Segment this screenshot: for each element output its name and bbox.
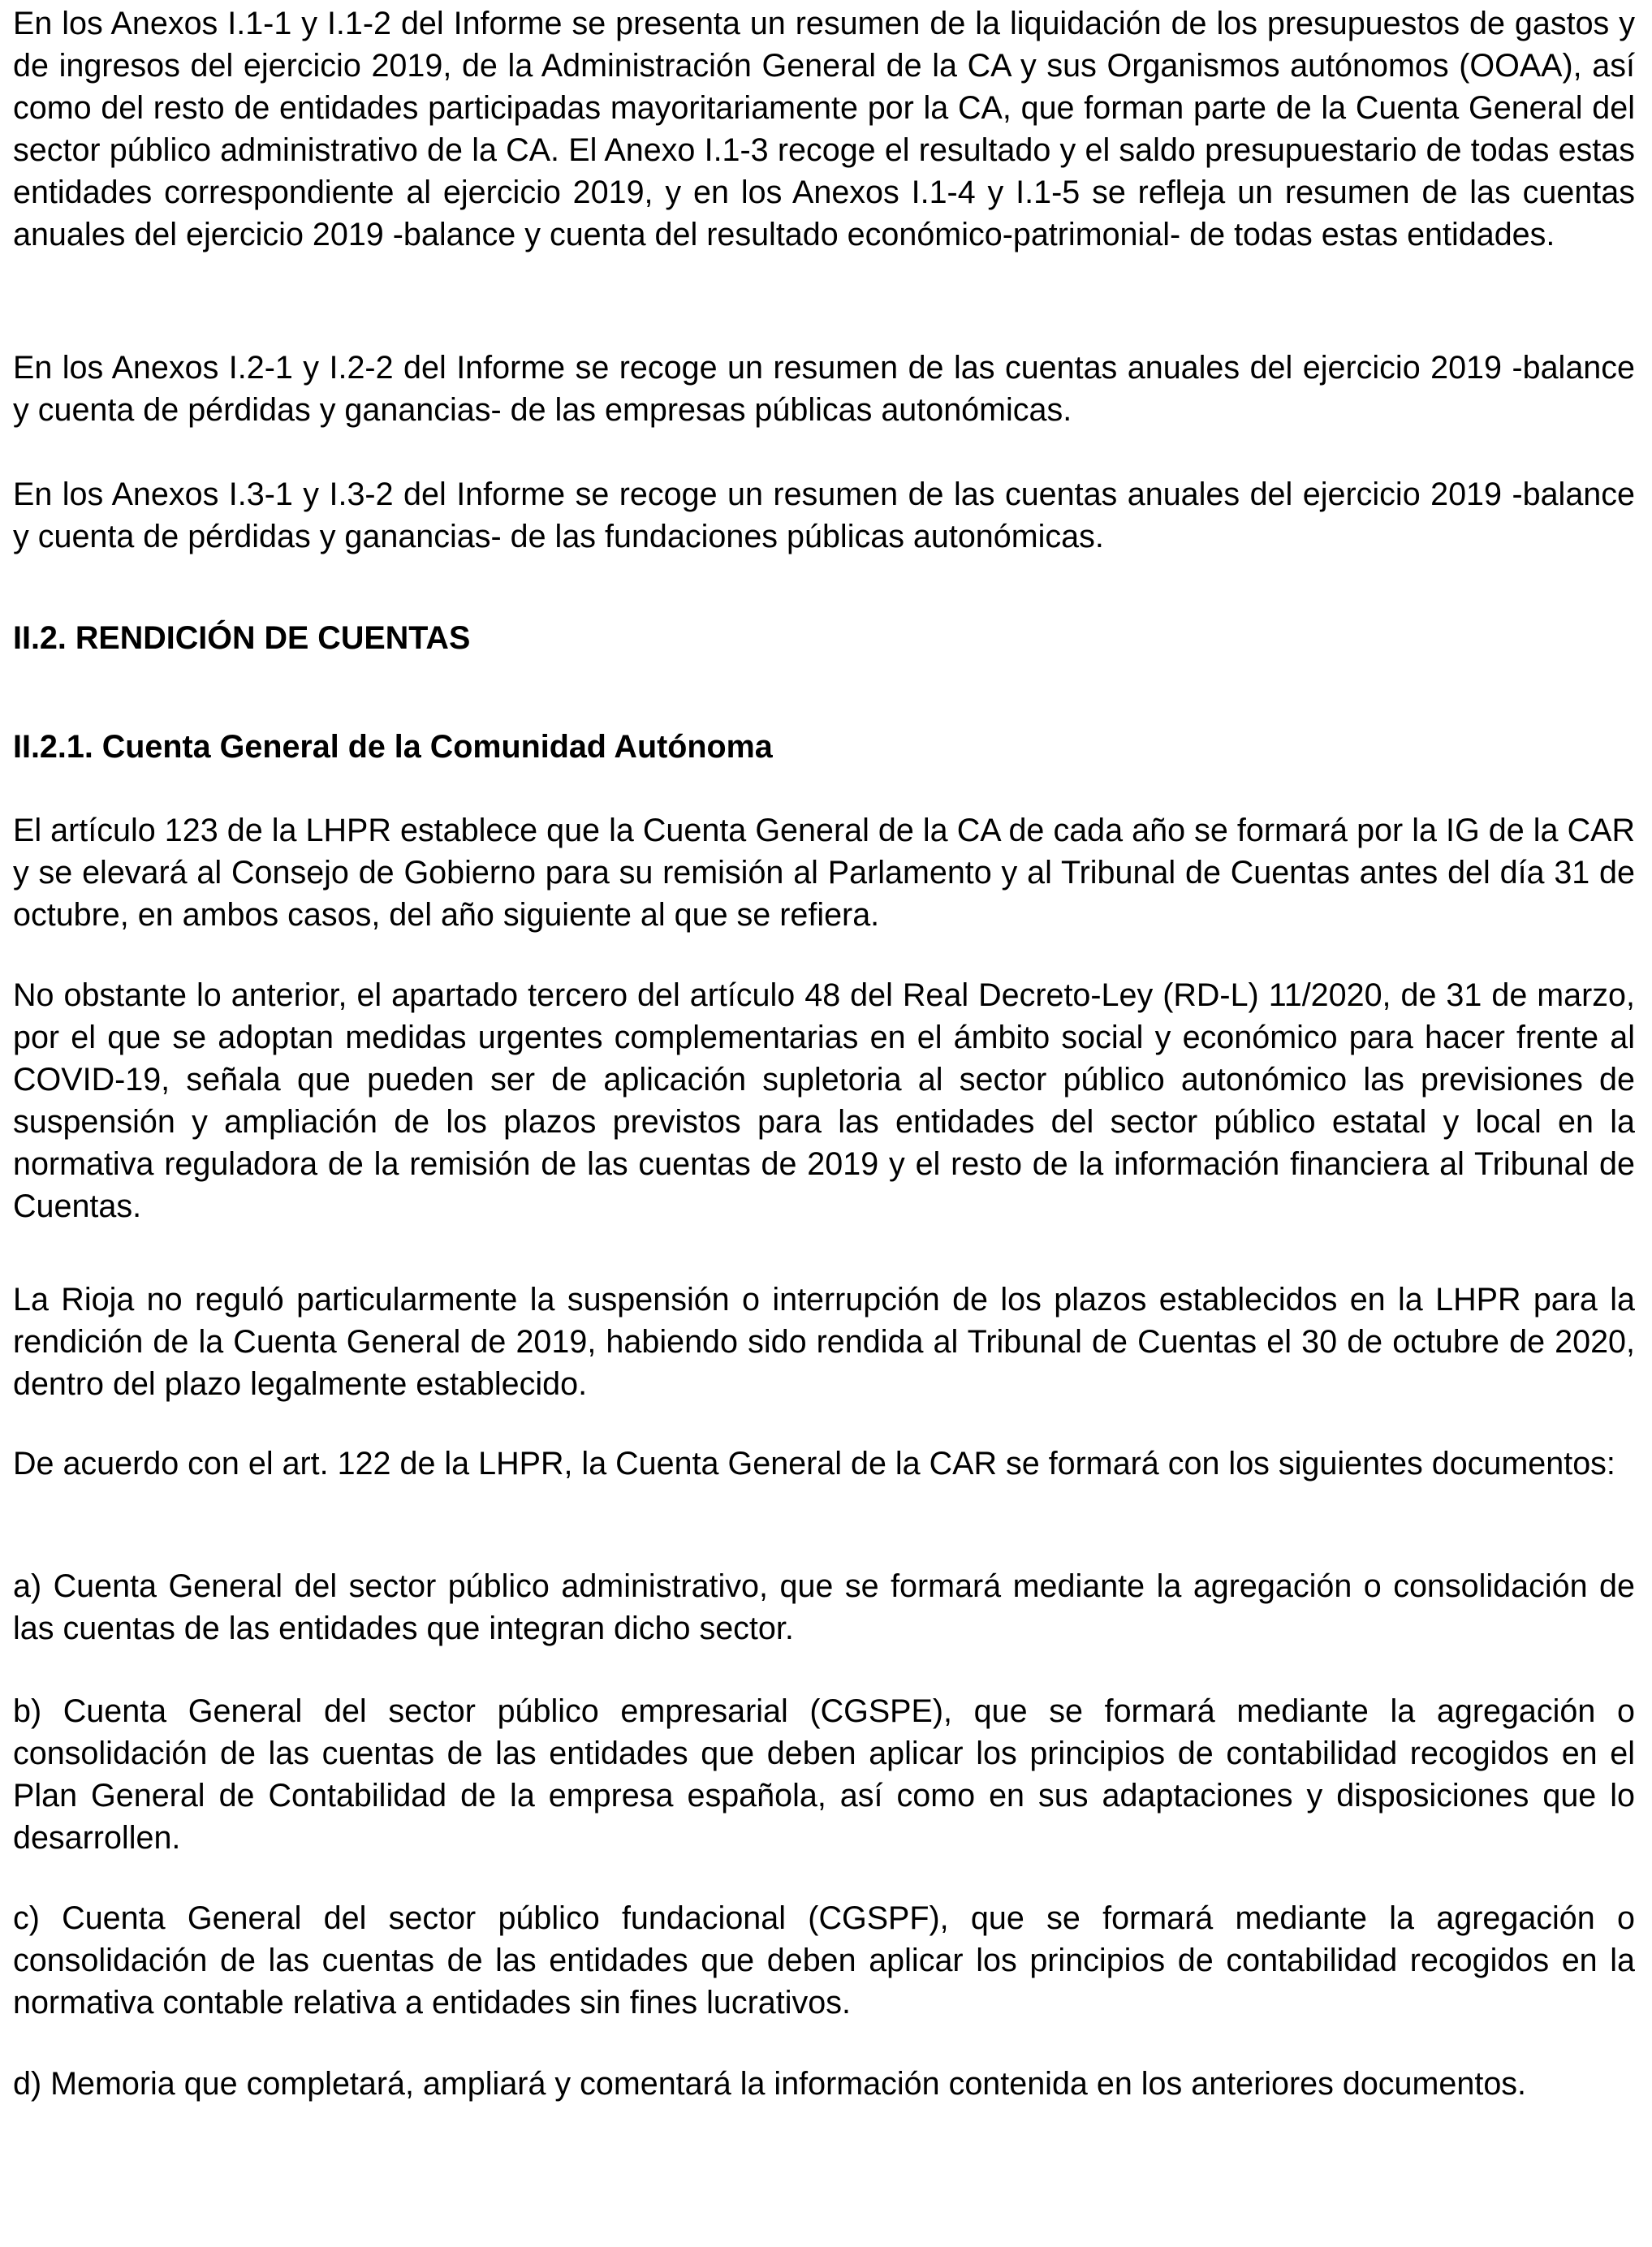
list-item-d: d) Memoria que completará, ampliará y comentará la información contenida en los anteriores documentos. [13, 2066, 1527, 2102]
paragraph-anexos-i2: En los Anexos I.2-1 y I.2-2 del Informe se recoge un resumen de las cuentas anuales del ejercicio 2019 -balance y cuenta de pérdidas y ganancias- de las empresas públicas autonómicas. [13, 350, 1635, 428]
section-heading: II.2. RENDICIÓN DE CUENTAS [13, 620, 471, 656]
paragraph-anexos-i1: En los Anexos I.1-1 y I.1-2 del Informe se presenta un resumen de la liquidación de los presupuestos de gastos y de ingresos del ejercicio 2019, de la Administración General de la CA y sus Organismos autónomos (OOAA), así como del resto de entidades participadas mayoritariamente por la CA, que forman parte de la Cuenta General del sector público administrativo de la CA. El Anexo I.1-3 recoge el resultado y el saldo presupuestario de todas estas entidades correspondiente al ejercicio 2019, y en los Anexos I.1-4 y I.1-5 se refleja un resumen de las cuentas anuales del ejercicio 2019 -balance y cuenta del resultado económico-patrimonial- de todas estas entidades. [13, 6, 1635, 252]
paragraph-articulo-123: El artículo 123 de la LHPR establece que la Cuenta General de la CA de cada año se formará por la IG de la CAR y se elevará al Consejo de Gobierno para su remisión al Parlamento y al Tribunal de Cuentas antes del día 31 de octubre, en ambos casos, del año siguiente al que se refiera. [13, 813, 1635, 933]
list-item-b: b) Cuenta General del sector público empresarial (CGSPE), que se formará mediante la agregación o consolidación de las cuentas de las entidades que deben aplicar los principios de contabilidad recogidos en el Plan General de Contabilidad de la empresa española, así como en sus adaptaciones y disposiciones que lo desarrollen. [13, 1693, 1635, 1856]
paragraph-art-122: De acuerdo con el art. 122 de la LHPR, la Cuenta General de la CAR se formará con los siguientes documentos: [13, 1446, 1615, 1481]
paragraph-rd-l: No obstante lo anterior, el apartado tercero del artículo 48 del Real Decreto-Ley (RD-L) 11/2020, de 31 de marzo, por el que se adoptan medidas urgentes complementarias en el ámbito social y económico para hacer frente al COVID-19, señala que pueden ser de aplicación supletoria al sector público autonómico las previsiones de suspensión y ampliación de los plazos previstos para las entidades del sector público estatal y local en la normativa reguladora de la remisión de las cuentas de 2019 y el resto de la información financiera al Tribunal de Cuentas. [13, 977, 1635, 1224]
paragraph-anexos-i3: En los Anexos I.3-1 y I.3-2 del Informe se recoge un resumen de las cuentas anuales del ejercicio 2019 -balance y cuenta de pérdidas y ganancias- de las fundaciones públicas autonómicas. [13, 477, 1635, 554]
subsection-heading: II.2.1. Cuenta General de la Comunidad Autónoma [13, 729, 773, 765]
list-item-c: c) Cuenta General del sector público fundacional (CGSPF), que se formará mediante la agregación o consolidación de las cuentas de las entidades que deben aplicar los principios de contabilidad recogidos en la normativa contable relativa a entidades sin fines lucrativos. [13, 1900, 1635, 2021]
list-item-a: a) Cuenta General del sector público administrativo, que se formará mediante la agregación o consolidación de las cuentas de las entidades que integran dicho sector. [13, 1568, 1635, 1646]
paragraph-la-rioja: La Rioja no reguló particularmente la suspensión o interrupción de los plazos establecidos en la LHPR para la rendición de la Cuenta General de 2019, habiendo sido rendida al Tribunal de Cuentas el 30 de octubre de 2020, dentro del plazo legalmente establecido. [13, 1282, 1635, 1402]
